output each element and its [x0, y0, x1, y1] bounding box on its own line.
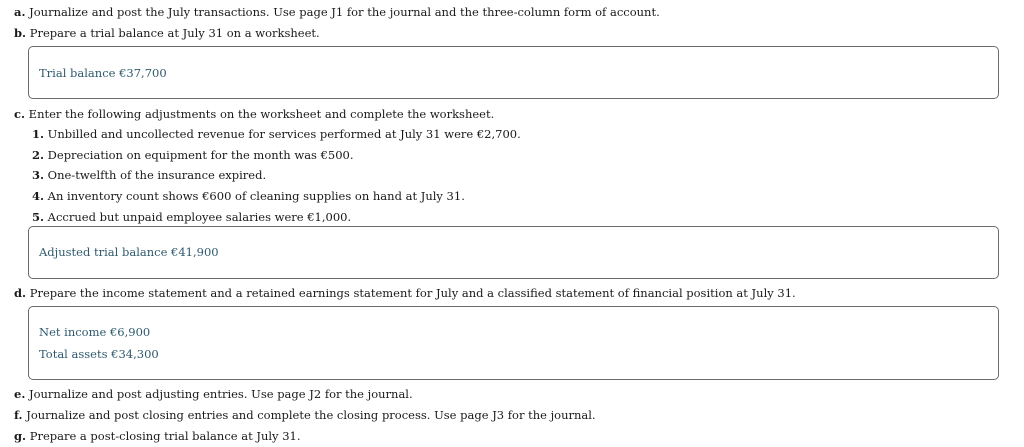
adjustment-item: [32, 167, 266, 183]
trial-balance-answer: Trial balance €37,700: [39, 66, 167, 80]
adjustment-1-text: Unbilled and uncollected revenue for services performed at July 31 were €2,700.: [47, 127, 521, 141]
adjustment-5-text: Accrued but unpaid employee salaries were €1,000.: [47, 210, 352, 224]
total-assets-answer: Total assets €34,300: [39, 347, 159, 361]
part-g: [14, 428, 301, 444]
net-income-answer: Net income €6,900: [39, 325, 151, 339]
part-c-tag: c.: [14, 107, 26, 121]
adjustment-3-tag: 3.: [32, 168, 45, 182]
part-d: [14, 285, 796, 301]
part-a-tag: a.: [14, 5, 26, 19]
part-c: [14, 106, 494, 122]
part-e-text: Journalize and post adjusting entries. Use page J2 for the journal.: [28, 387, 413, 401]
adjustment-item: [32, 188, 465, 204]
part-f-text: Journalize and post closing entries and complete the closing process. Use page J3 for the journal.: [26, 408, 596, 422]
part-a: [14, 4, 660, 20]
adjustment-item: [32, 209, 351, 225]
part-c-text: Enter the following adjustments on the worksheet and complete the worksheet.: [28, 107, 495, 121]
part-e: [14, 386, 413, 402]
adjustment-1-tag: 1.: [32, 127, 45, 141]
trial-balance-answer-box[interactable]: [28, 46, 999, 99]
adjustment-2-tag: 2.: [32, 148, 45, 162]
part-d-tag: d.: [14, 286, 27, 300]
adjustment-4-tag: 4.: [32, 189, 45, 203]
adjustment-2-text: Depreciation on equipment for the month was €500.: [47, 148, 354, 162]
part-e-tag: e.: [14, 387, 26, 401]
part-a-text: Journalize and post the July transactions. Use page J1 for the journal and the three-column form of account.: [29, 5, 660, 19]
adjustment-item: [32, 126, 521, 142]
part-g-tag: g.: [14, 429, 27, 443]
part-b-text: Prepare a trial balance at July 31 on a worksheet.: [29, 26, 320, 40]
part-b-tag: b.: [14, 26, 27, 40]
part-d-text: Prepare the income statement and a retained earnings statement for July and a classified statement of financial position at July 31.: [29, 286, 796, 300]
adjustment-item: [32, 147, 354, 163]
part-f-tag: f.: [14, 408, 23, 422]
part-g-text: Prepare a post-closing trial balance at July 31.: [29, 429, 301, 443]
adjustment-5-tag: 5.: [32, 210, 45, 224]
adjusted-trial-balance-answer-box[interactable]: [28, 226, 999, 279]
financial-statements-answer-box[interactable]: [28, 306, 999, 380]
part-f: [14, 407, 596, 423]
part-b: [14, 25, 320, 41]
adjustment-4-text: An inventory count shows €600 of cleaning supplies on hand at July 31.: [47, 189, 465, 203]
adjusted-trial-balance-answer: Adjusted trial balance €41,900: [39, 245, 219, 259]
adjustment-3-text: One-twelfth of the insurance expired.: [47, 168, 267, 182]
